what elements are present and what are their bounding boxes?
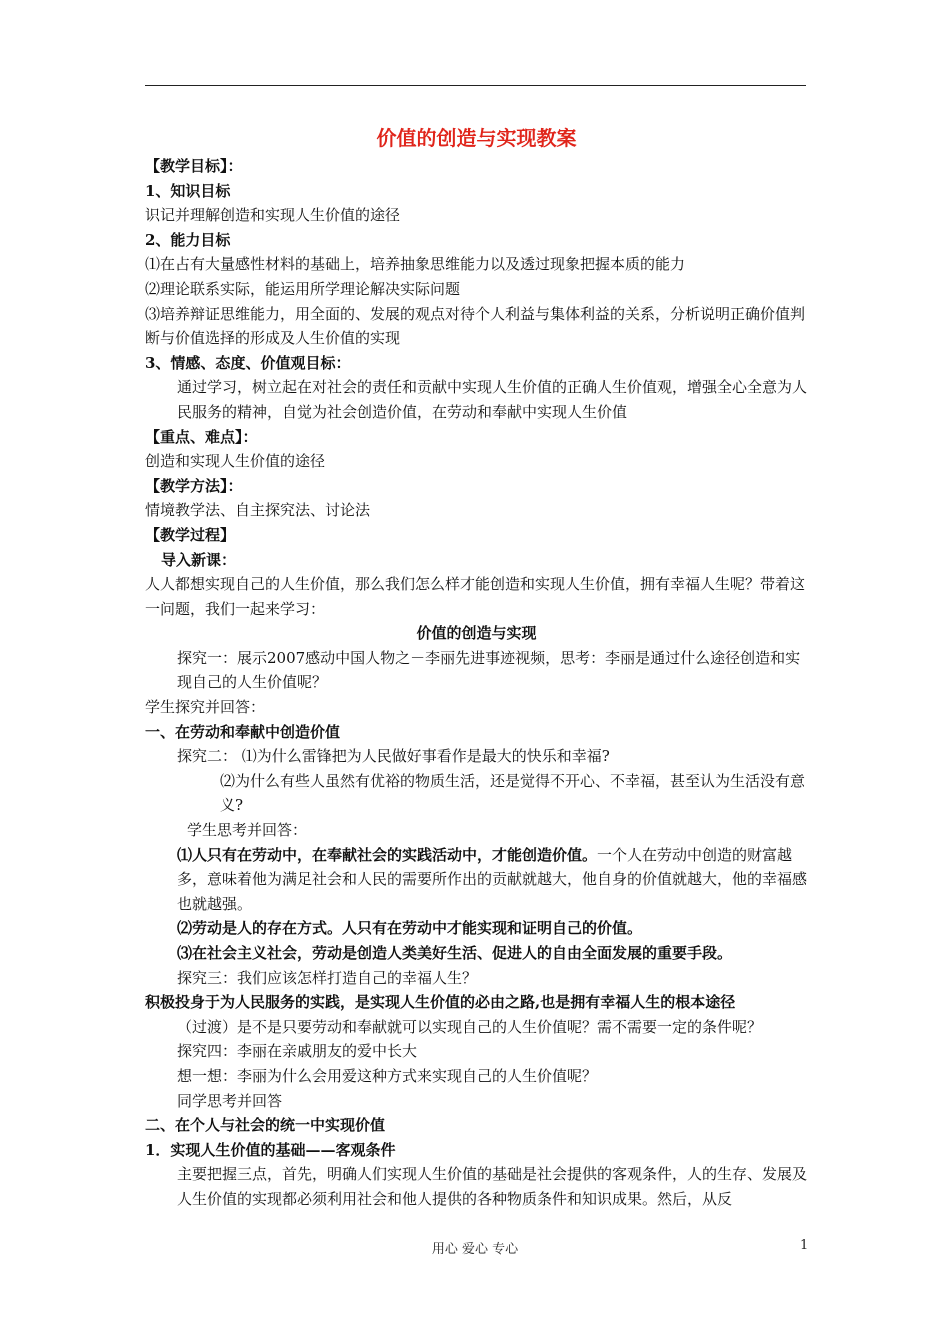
text-line: （过渡）是不是只要劳动和奉献就可以实现自己的人生价值呢？需不需要一定的条件呢？ [177,1017,763,1036]
text-line: ⑴在占有大量感性材料的基础上，培养抽象思维能力以及透过现象把握本质的能力 [145,255,686,274]
text-line: 学生思考并回答： [187,821,308,840]
text-line: 探究一：展示2007感动中国人物之－李丽先进事迹视频，思考：李丽是通过什么途径创造和实现自己的人生价值呢？ [177,648,801,692]
section-objectives-and-intro [145,154,808,843]
text-line: 二、在个人与社会的统一中实现价值 [145,1116,386,1135]
text-line: ⑶在社会主义社会，劳动是创造人类美好生活、促进人的自由全面发展的重要手段。 [177,944,733,962]
text-line: 【教学过程】 [145,525,236,544]
text-line: 情境教学法、自主探究法、讨论法 [145,501,371,520]
paragraph-answer-1 [145,843,808,917]
text-line: 想一想：李丽为什么会用爱这种方式来实现自己的人生价值呢？ [177,1066,598,1085]
text-line: ⑶培养辩证思维能力，用全面的、发展的观点对待个人利益与集体利益的关系，分析说明正确价值判断与价值选择的形成及人生价值的实现 [145,304,806,348]
header-rule [145,85,806,86]
text-line: 通过学习，树立起在对社会的责任和贡献中实现人生价值的正确人生价值观，增强全心全意为人民服务的精神，自觉为社会创造价值，在劳动和奉献中实现人生价值 [177,378,808,421]
text-line: 【教学目标】： [145,157,243,175]
answer-1-bold: ⑴人只有在劳动中，在奉献社会的实践活动中，才能创造价值。 [177,845,598,864]
footer-slogan: 用心 爱心 专心 [431,1242,519,1257]
text-line: 主要把握三点，首先，明确人们实现人生价值的基础是社会提供的客观条件，人的生存、发展及人生价值的实现都必须利用社会和他人提供的各种物质条件和知识成果。然后，从反 [177,1165,808,1208]
text-line: 一、在劳动和奉献中创造价值 [145,722,341,741]
text-line: 1．实现人生价值的基础——客观条件 [145,1140,396,1159]
text-line: 探究四：李丽在亲戚朋友的爱中长大 [177,1042,418,1061]
answer-1-rest: 一个人在劳动中创造的财富越多，意味着他为满足社会和人民的需要所作出的贡献就越大，他自身的价值就越大，他的幸福感也就越强。 [177,845,808,913]
text-line: ⑵劳动是人的存在方式。人只有在劳动中才能实现和证明自己的价值。 [177,919,643,938]
text-line: 价值的创造与实现 [416,624,537,643]
text-line: ⑵理论联系实际，能运用所学理论解决实际问题 [145,279,461,298]
text-line: 创造和实现人生价值的途径 [145,452,326,471]
document-title: 价值的创造与实现教案 [376,126,577,150]
text-line: 导入新课： [161,550,237,569]
text-line: 积极投身于为人民服务的实践，是实现人生价值的必由之路,也是拥有幸福人生的根本途径 [145,993,736,1012]
text-line: 同学思考并回答 [177,1091,283,1110]
text-line: 1、知识目标 [145,181,231,200]
text-line: ⑵为什么有些人虽然有优裕的物质生活，还是觉得不开心、不幸福，甚至认为生活没有意义? [220,771,806,815]
text-line: 探究二： ⑴为什么雷锋把为人民做好事看作是最大的快乐和幸福? [177,747,610,766]
text-line: 3、情感、态度、价值观目标： [145,353,351,372]
page-number: 1 [800,1238,809,1253]
text-line: 【重点、难点】： [145,427,258,446]
text-line: 2、能力目标 [145,230,231,249]
text-line: 识记并理解创造和实现人生价值的途径 [145,206,401,225]
text-line: 探究三：我们应该怎样打造自己的幸福人生？ [177,968,478,987]
text-line: 人人都想实现自己的人生价值，那么我们怎么样才能创造和实现人生价值，拥有幸福人生呢？带着这一问题，我们一起来学习： [145,575,806,618]
text-line: 学生探究并回答： [145,698,266,717]
document-body [145,124,808,1212]
text-line: 【教学方法】： [145,476,243,495]
section-value-realization [145,916,808,1211]
